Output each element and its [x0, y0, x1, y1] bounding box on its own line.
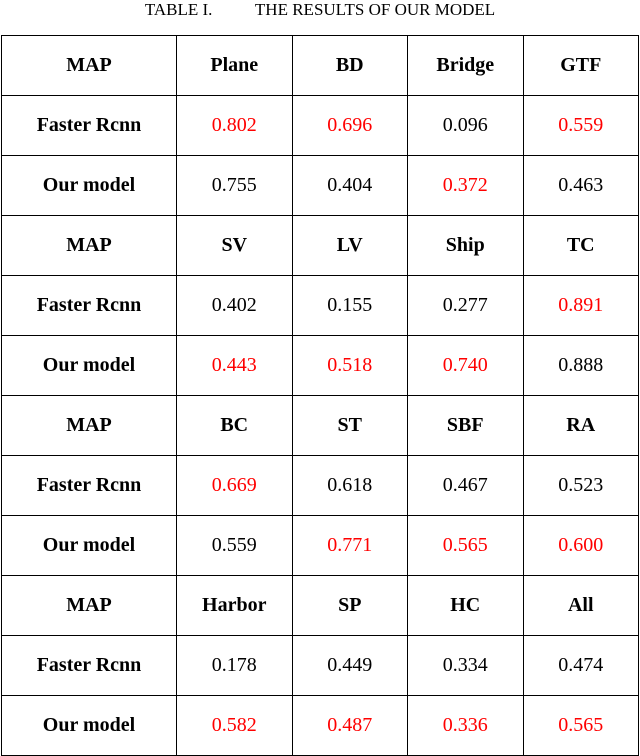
header-cell-class: SBF	[408, 396, 524, 456]
table-caption	[0, 0, 640, 28]
value-cell: 0.443	[177, 336, 293, 396]
value-cell: 0.559	[177, 516, 293, 576]
value-cell: 0.404	[292, 156, 408, 216]
value-cell: 0.888	[523, 336, 639, 396]
caption-title: THE RESULTS OF OUR MODEL	[254, 0, 496, 19]
value-cell: 0.523	[523, 456, 639, 516]
value-cell: 0.755	[177, 156, 293, 216]
table-header-row	[2, 576, 639, 636]
value-cell: 0.582	[177, 696, 293, 756]
header-cell-class: SP	[292, 576, 408, 636]
value-cell: 0.771	[292, 516, 408, 576]
value-cell: 0.565	[523, 696, 639, 756]
results-table	[1, 35, 639, 756]
value-cell: 0.891	[523, 276, 639, 336]
header-cell-class: RA	[523, 396, 639, 456]
table-row	[2, 276, 639, 336]
value-cell: 0.600	[523, 516, 639, 576]
row-label-cell: Faster Rcnn	[2, 636, 177, 696]
header-cell-class: BD	[292, 36, 408, 96]
header-cell-map: MAP	[2, 576, 177, 636]
value-cell: 0.178	[177, 636, 293, 696]
table-row	[2, 636, 639, 696]
header-cell-class: LV	[292, 216, 408, 276]
results-table-body	[2, 36, 639, 756]
header-cell-class: Harbor	[177, 576, 293, 636]
value-cell: 0.740	[408, 336, 524, 396]
row-label-cell: Our model	[2, 336, 177, 396]
value-cell: 0.334	[408, 636, 524, 696]
header-cell-class: TC	[523, 216, 639, 276]
header-cell-class: HC	[408, 576, 524, 636]
caption-label: TABLE I.	[144, 0, 213, 19]
row-label-cell: Our model	[2, 156, 177, 216]
value-cell: 0.155	[292, 276, 408, 336]
value-cell: 0.467	[408, 456, 524, 516]
header-cell-class: SV	[177, 216, 293, 276]
row-label-cell: Our model	[2, 696, 177, 756]
header-cell-class: Plane	[177, 36, 293, 96]
value-cell: 0.372	[408, 156, 524, 216]
value-cell: 0.518	[292, 336, 408, 396]
table-row	[2, 456, 639, 516]
table-header-row	[2, 396, 639, 456]
header-cell-class: Bridge	[408, 36, 524, 96]
table-row	[2, 696, 639, 756]
header-cell-map: MAP	[2, 396, 177, 456]
value-cell: 0.402	[177, 276, 293, 336]
header-cell-class: GTF	[523, 36, 639, 96]
value-cell: 0.618	[292, 456, 408, 516]
value-cell: 0.096	[408, 96, 524, 156]
header-cell-map: MAP	[2, 216, 177, 276]
value-cell: 0.336	[408, 696, 524, 756]
header-cell-class: ST	[292, 396, 408, 456]
value-cell: 0.449	[292, 636, 408, 696]
table-header-row	[2, 216, 639, 276]
value-cell: 0.565	[408, 516, 524, 576]
value-cell: 0.669	[177, 456, 293, 516]
table-row	[2, 336, 639, 396]
header-cell-map: MAP	[2, 36, 177, 96]
value-cell: 0.474	[523, 636, 639, 696]
table-row	[2, 96, 639, 156]
header-cell-class: Ship	[408, 216, 524, 276]
value-cell: 0.696	[292, 96, 408, 156]
header-cell-class: All	[523, 576, 639, 636]
value-cell: 0.277	[408, 276, 524, 336]
value-cell: 0.802	[177, 96, 293, 156]
value-cell: 0.487	[292, 696, 408, 756]
row-label-cell: Our model	[2, 516, 177, 576]
value-cell: 0.559	[523, 96, 639, 156]
table-row	[2, 516, 639, 576]
header-cell-class: BC	[177, 396, 293, 456]
table-header-row	[2, 36, 639, 96]
row-label-cell: Faster Rcnn	[2, 276, 177, 336]
row-label-cell: Faster Rcnn	[2, 96, 177, 156]
value-cell: 0.463	[523, 156, 639, 216]
row-label-cell: Faster Rcnn	[2, 456, 177, 516]
table-row	[2, 156, 639, 216]
